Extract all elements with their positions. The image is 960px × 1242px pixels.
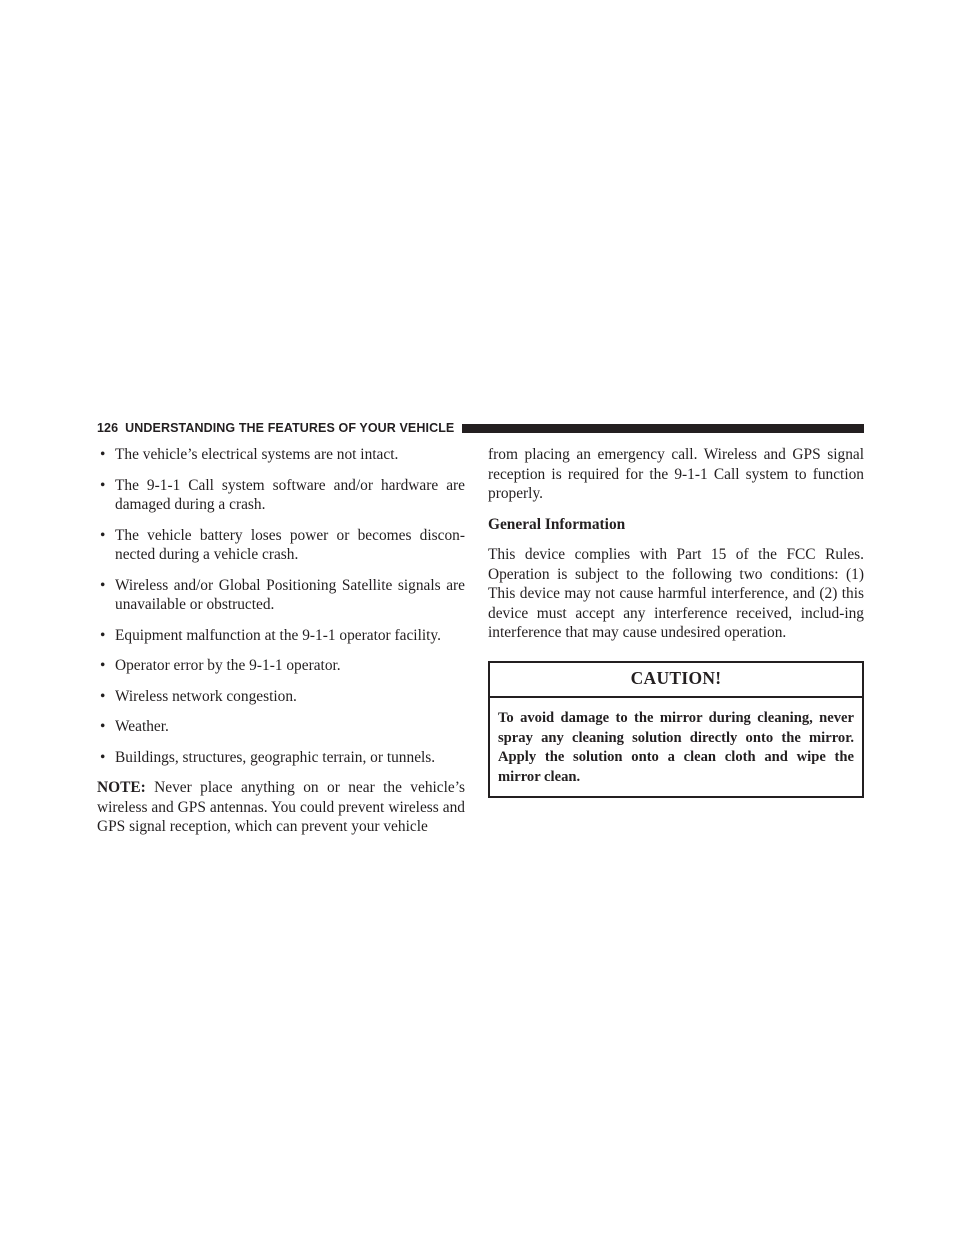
failure-conditions-list — [97, 445, 465, 767]
list-item-text: The vehicle’s electrical systems are not intact. — [115, 446, 399, 463]
list-item-text: Operator error by the 9-1-1 operator. — [115, 657, 341, 674]
note-paragraph — [97, 778, 465, 837]
list-item-text: The vehicle battery loses power or becomes discon-nected during a vehicle crash. — [115, 526, 465, 563]
bullet-icon: • — [100, 718, 106, 735]
header-rule — [462, 424, 864, 433]
bullet-icon: • — [100, 657, 106, 674]
general-information-heading: General Information — [488, 515, 626, 533]
page-number: 126 — [97, 421, 119, 435]
list-item — [97, 656, 465, 676]
bullet-icon: • — [100, 626, 106, 644]
list-item — [97, 576, 465, 615]
list-item-text: Buildings, structures, geographic terrain, or tunnels. — [115, 748, 436, 766]
list-item — [97, 687, 465, 707]
list-item — [97, 626, 465, 646]
left-column — [97, 445, 465, 837]
bullet-icon: • — [100, 526, 106, 544]
list-item-text: Wireless and/or Global Positioning Satellite signals are unavailable or obstructed. — [115, 576, 465, 613]
note-label: NOTE: — [97, 779, 146, 796]
page-header — [97, 418, 864, 438]
list-item — [97, 748, 465, 768]
note-text: Never place anything on or near the vehicle’s wireless and GPS antennas. You could prevent wireless and GPS signal reception, which can prevent your vehicle — [97, 779, 465, 835]
caution-title: CAUTION! — [490, 663, 862, 699]
right-column — [488, 445, 864, 798]
continuation-paragraph: from placing an emergency call. Wireless and GPS signal reception is required for the 9-1-1 Call system to function properly. — [488, 446, 864, 502]
list-item-text: Equipment malfunction at the 9-1-1 operator facility. — [115, 626, 441, 644]
caution-box — [488, 661, 864, 799]
bullet-icon: • — [100, 687, 106, 705]
list-item — [97, 526, 465, 565]
caution-body: To avoid damage to the mirror during cleaning, never spray any cleaning solution directly onto the mirror. Apply the solution onto a clean cloth and wipe the mirror clean. — [498, 710, 854, 785]
list-item-text: Wireless network congestion. — [115, 687, 297, 705]
list-item — [97, 717, 465, 737]
bullet-icon: • — [100, 476, 106, 494]
list-item-text: Weather. — [115, 718, 169, 735]
section-title: UNDERSTANDING THE FEATURES OF YOUR VEHICLE — [125, 421, 455, 435]
list-item — [97, 476, 465, 515]
bullet-icon: • — [100, 576, 106, 594]
bullet-icon: • — [100, 748, 106, 766]
list-item — [97, 445, 465, 465]
bullet-icon: • — [100, 446, 106, 463]
list-item-text: The 9-1-1 Call system software and/or hardware are damaged during a crash. — [115, 476, 465, 513]
general-information-paragraph: This device complies with Part 15 of the FCC Rules. Operation is subject to the following two conditions: (1) This device may not cause harmful interference, and (2) this device must accept any interference received, includ-ing interference that may cause undesired operation. — [488, 546, 864, 641]
